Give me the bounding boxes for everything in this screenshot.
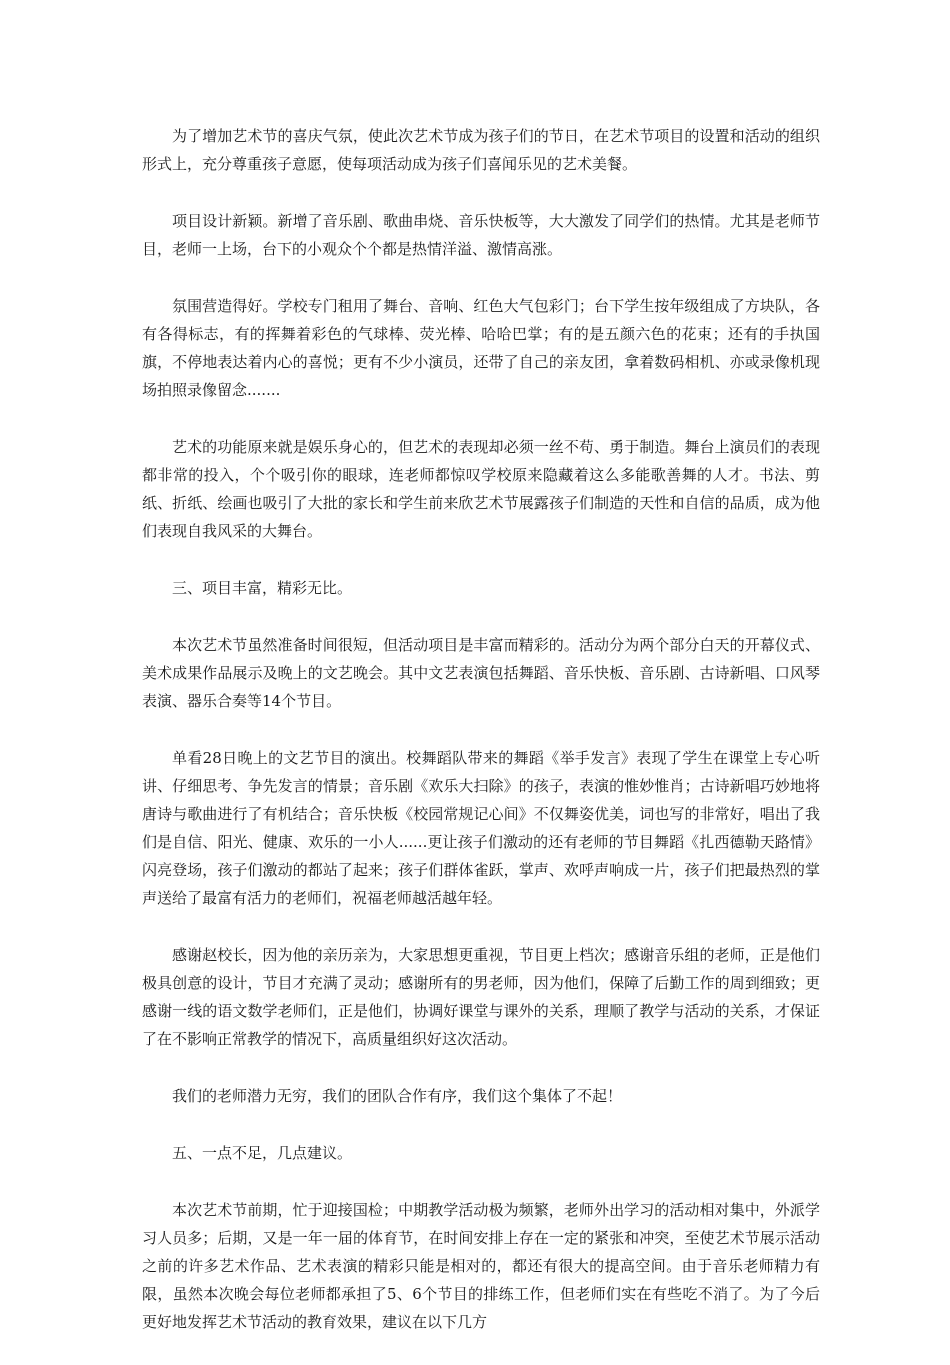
paragraph-6: 单看28日晚上的文艺节目的演出。校舞蹈队带来的舞蹈《举手发言》表现了学生在课堂上专心听讲、仔细思考、争先发言的情景；音乐剧《欢乐大扫除》的孩子，表演的惟妙惟肖；古诗新唱巧妙地将唐诗与歌曲进行了有机结合；音乐快板《校园常规记心间》不仅舞姿优美，词也写的非常好，唱出了我们是自信、阳光、健康、欢乐的一小人......更让孩子们激动的还有老师的节目舞蹈《扎西德勒天路情》闪亮登场，孩子们激动的都站了起来；孩子们群体雀跃，掌声、欢呼声响成一片，孩子们把最热烈的掌声送给了最富有活力的老师们，祝福老师越活越年轻。 xyxy=(142,749,820,907)
paragraph-8: 我们的老师潜力无穷，我们的团队合作有序，我们这个集体了不起！ xyxy=(172,1087,623,1105)
section-heading-5: 五、一点不足，几点建议。 xyxy=(172,1144,353,1162)
paragraph-7: 感谢赵校长，因为他的亲历亲为，大家思想更重视，节目更上档次；感谢音乐组的老师，正是他们极具创意的设计，节目才充满了灵动；感谢所有的男老师，因为他们，保障了后勤工作的周到细致；更感谢一线的语文数学老师们，正是他们，协调好课堂与课外的关系，理顺了教学与活动的关系，才保证了在不影响正常教学的情况下，高质量组织好这次活动。 xyxy=(142,946,820,1048)
paragraph-4: 艺术的功能原来就是娱乐身心的，但艺术的表现却必须一丝不苟、勇于制造。舞台上演员们的表现都非常的投入，个个吸引你的眼球，连老师都惊叹学校原来隐藏着这么多能歌善舞的人才。书法、剪纸、折纸、绘画也吸引了大批的家长和学生前来欣艺术节展露孩子们制造的天性和自信的品质，成为他们表现自我风采的大舞台。 xyxy=(142,438,820,540)
paragraph-5: 本次艺术节虽然准备时间很短，但活动项目是丰富而精彩的。活动分为两个部分白天的开幕仪式、美术成果作品展示及晚上的文艺晚会。其中文艺表演包括舞蹈、音乐快板、音乐剧、古诗新唱、口风琴表演、器乐合奏等14个节目。 xyxy=(142,636,820,710)
paragraph-2: 项目设计新颖。新增了音乐剧、歌曲串烧、音乐快板等，大大激发了同学们的热情。尤其是老师节目，老师一上场，台下的小观众个个都是热情洋溢、激情高涨。 xyxy=(142,212,820,258)
document-body xyxy=(142,122,820,1365)
paragraph-1: 为了增加艺术节的喜庆气氛，使此次艺术节成为孩子们的节日，在艺术节项目的设置和活动的组织形式上，充分尊重孩子意愿，使每项活动成为孩子们喜闻乐见的艺术美餐。 xyxy=(142,127,820,173)
paragraph-9: 本次艺术节前期，忙于迎接国检；中期教学活动极为频繁，老师外出学习的活动相对集中，外派学习人员多；后期，又是一年一届的体育节，在时间安排上存在一定的紧张和冲突，至使艺术节展示活动之前的许多艺术作品、艺术表演的精彩只能是相对的，都还有很大的提高空间。由于音乐老师精力有限，虽然本次晚会每位老师都承担了5、6个节目的排练工作，但老师们实在有些吃不消了。为了今后更好地发挥艺术节活动的教育效果，建议在以下几方 xyxy=(142,1201,820,1331)
section-heading-3: 三、项目丰富，精彩无比。 xyxy=(172,579,353,597)
paragraph-3: 氛围营造得好。学校专门租用了舞台、音响、红色大气包彩门；台下学生按年级组成了方块队，各有各得标志，有的挥舞着彩色的气球棒、荧光棒、哈哈巴掌；有的是五颜六色的花束；还有的手执国旗，不停地表达着内心的喜悦；更有不少小演员，还带了自己的亲友团，拿着数码相机、亦或录像机现场拍照录像留念....... xyxy=(142,297,820,399)
